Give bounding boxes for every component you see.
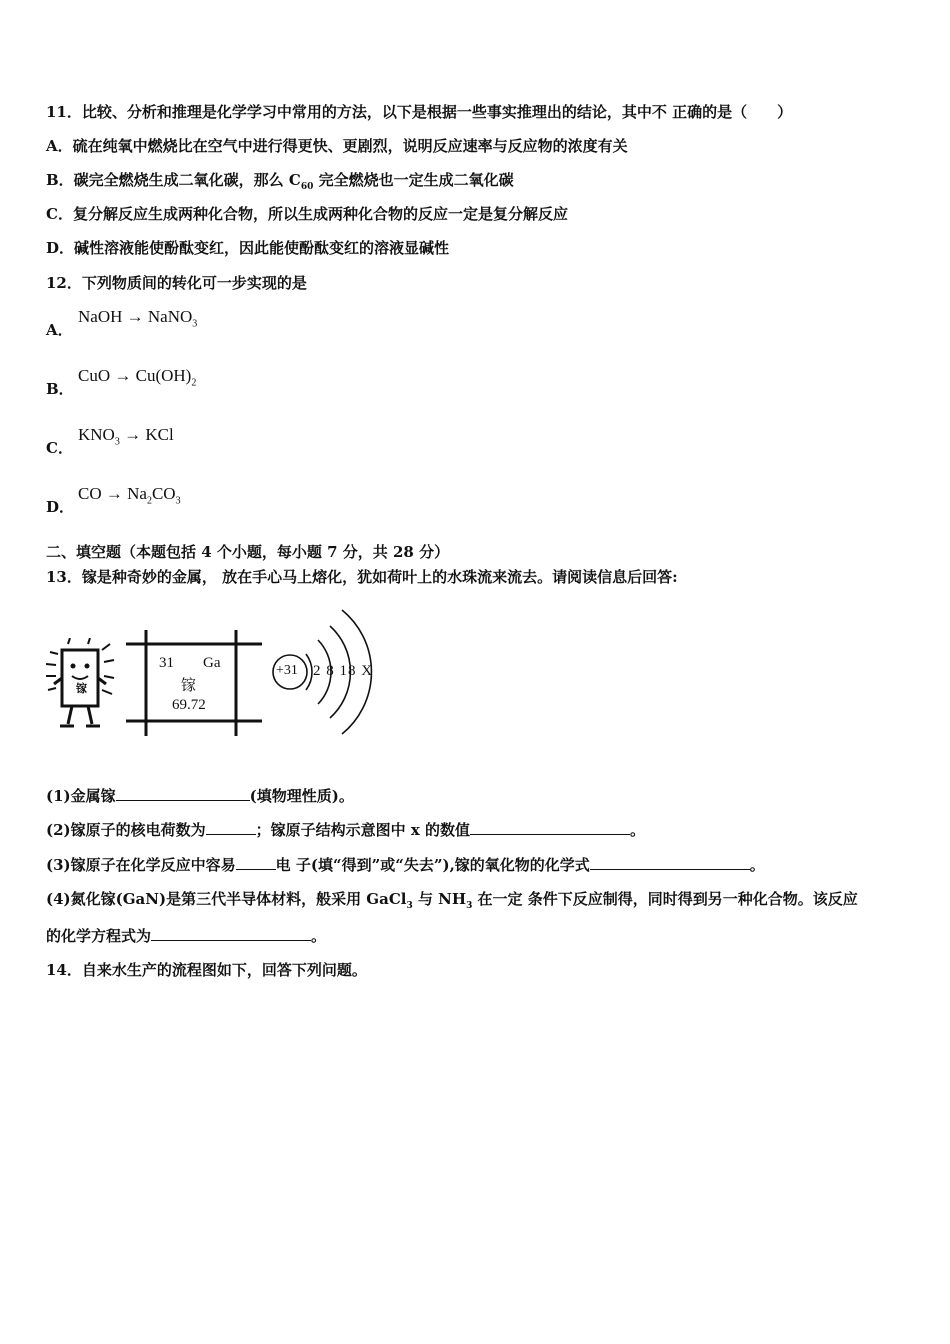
q12-option-a-letter: A． [46,321,73,339]
q12-option-d-formula: CO → $Na_2CO_3$ [78,484,181,507]
q13-part-2: (2)镓原子的核电荷数为 ；镓原子结构示意图中 x 的数值 。 [46,821,646,839]
nucleus-charge: +31 [276,663,298,678]
q13-part-4: (4)氮化镓(GaN)是第三代半导体材料，般采用 GaCl$_3$ 与 $NH_3$ 在一定 条件下反应制得，同时得到另一种化合物。该反应 [46,890,858,911]
q11-option-b-text-end: 完全燃烧也一定生成二氧化碳 [313,171,514,189]
cartoon-label: 镓 [76,682,87,695]
c60-subscript: 60 [300,182,314,192]
q14-stem: 14．自来水生产的流程图如下，回答下列问题。 [46,961,367,979]
q12-option-d-letter: D． [46,498,75,516]
answer-blank-1[interactable] [116,786,250,801]
answer-blank-4[interactable] [151,926,311,941]
q12-option-b-letter: B． [46,380,74,398]
answer-blank-3b[interactable] [590,855,750,870]
q12-option-c-letter: C． [46,439,73,457]
q12-option-a-formula: NaOH → NaNO$_3$ [78,307,198,330]
answer-blank-3a[interactable] [236,855,276,870]
section-heading: 二、填空题（本题包括 4 个小题，每小题 7 分，共 28 分） [46,543,450,561]
atomic-mass: 69.72 [172,697,206,713]
q11-option-b [46,170,514,197]
q12-stem: 12．下列物质间的转化可一步实现的是 [46,274,307,292]
answer-blank-2a[interactable] [206,820,256,835]
atomic-number: 31 [159,655,174,671]
q11-stem: 11．比较、分析和推理是化学学习中常用的方法，以下是根据一些事实推理出的结论，其中不 正确的是（ ） [46,103,793,121]
q13-part-4-line2: 的化学方程式为 。 [46,927,327,945]
element-name: 镓 [181,676,197,694]
q13-part-1: (1)金属镓 (填物理性质)。 [46,787,354,805]
q13-part-3: (3)镓原子在化学反应中容易 电 子(填“得到”或“失去”),镓的氧化物的化学式 。 [46,856,765,874]
q11-option-a: A．硫在纯氧中燃烧比在空气中进行得更快、更剧烈，说明反应速率与反应物的浓度有关 [46,137,628,155]
electron-shells: 2 8 18 X [313,663,374,679]
answer-blank-2b[interactable] [470,820,630,835]
q11-option-d: D．碱性溶液能使酚酞变红，因此能使酚酞变红的溶液显碱性 [46,239,450,257]
q11-option-c: C．复分解反应生成两种化合物，所以生成两种化合物的反应一定是复分解反应 [46,205,568,223]
q13-stem: 13．镓是种奇妙的金属， 放在手心马上熔化，犹如荷叶上的水珠流来流去。请阅读信息后回答: [46,568,678,586]
element-symbol: Ga [203,655,221,671]
q12-option-c-formula: $KNO_3$ → KCl [78,425,174,448]
q11-option-b-text: B．碳完全燃烧生成二氧化碳，那么 C [46,171,301,189]
q12-option-b-formula: CuO → $Cu(OH)_2$ [78,366,197,389]
